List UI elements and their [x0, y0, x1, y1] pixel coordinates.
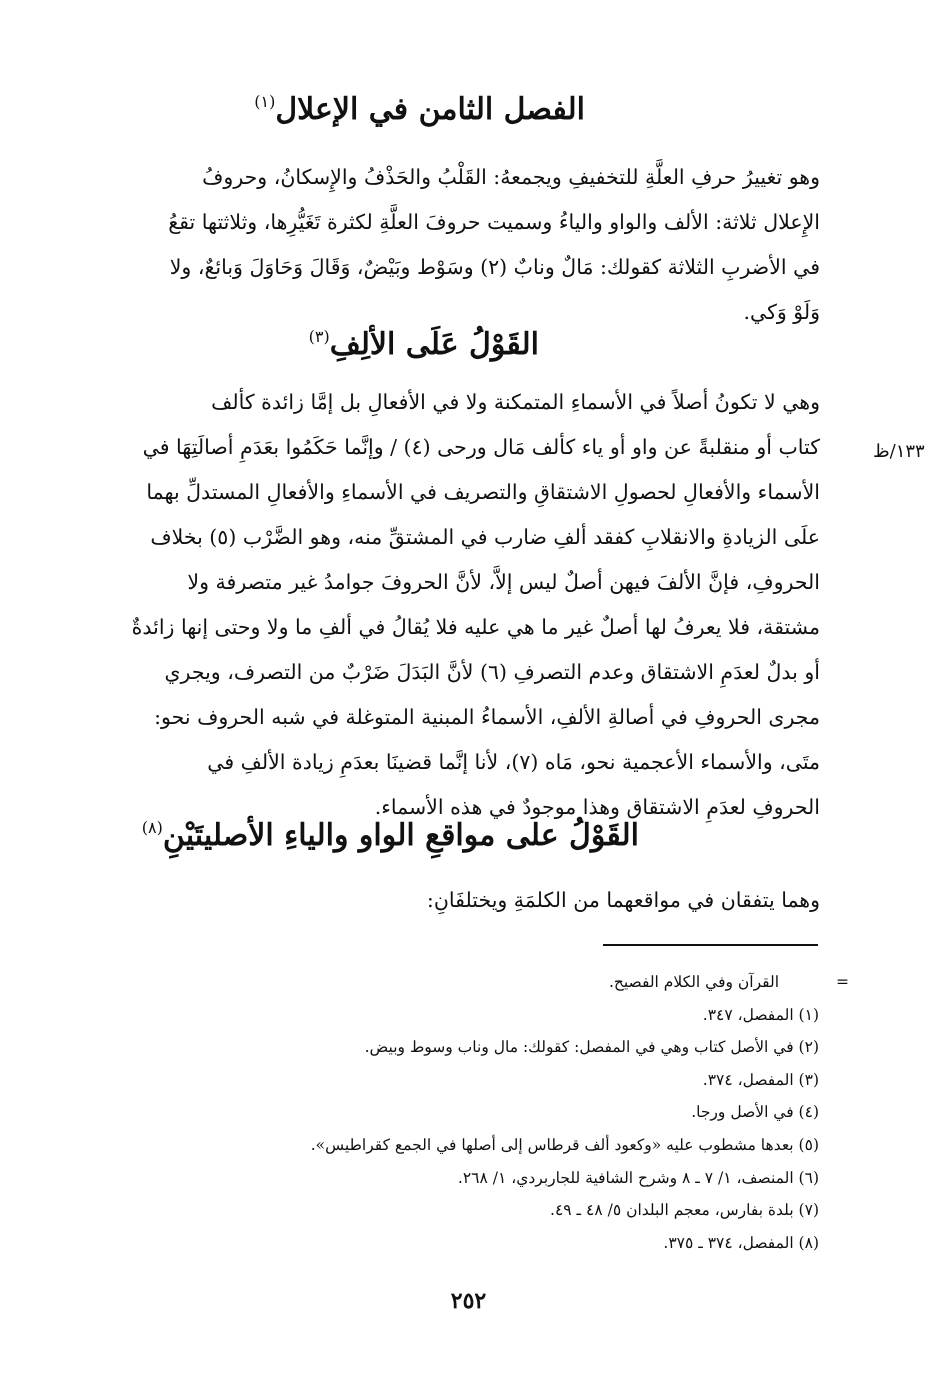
text-line: الحروفِ، فإنَّ الألفَ فيهن أصلٌ ليس إلاَّ، لأنَّ الحروفَ جوامدُ غير متصرفة ولا: [187, 570, 820, 594]
footnote: (٢) في الأصل كتاب وهي في المفصل: كقولك: مال وناب وسوط وبيض.: [364, 1038, 819, 1057]
text-line: مجرى الحروفِ في أصالةِ الألفِ، الأسماءُ المبنية المتوغلة في شبه الحروف نحو:: [154, 705, 820, 729]
text-line: الحروفِ لعدَمِ الاشتقاق وهذا موجودٌ في هذه الأسماء.: [374, 795, 820, 819]
footnote-continuation: [119, 966, 849, 999]
footnote-ref: (١): [254, 92, 276, 111]
text-line: كتاب أو منقلبةً عن واو أو ياء كألف مَال ورحى (٤) / وإنَّما حَكَمُوا بعَدَمِ أصالَتِهَا في: [142, 435, 820, 459]
footnote-ref: (٨): [141, 818, 163, 837]
text-line: وهما يتفقان في مواقعهما من الكلمَةِ ويختلفَانِ:: [426, 888, 820, 912]
manuscript-folio-note: ١٣٣/ظ: [873, 441, 925, 462]
footnote-separator: [603, 944, 818, 946]
chapter-heading: [248, 92, 585, 127]
text-line: وهي لا تكونُ أصلاً في الأسماءِ المتمكنة ولا في الأفعالِ بل إمَّا زائدة كألف: [211, 390, 820, 414]
footnote: (١) المفصل، ٣٤٧.: [702, 1005, 819, 1024]
footnote-text: القرآن وفي الكلام الفصيح.: [608, 973, 779, 991]
footnote: (٥) بعدها مشطوب عليه «وكعود ألف قرطاس إلى أصلها في الجمع كقراطيس».: [310, 1135, 819, 1154]
footnote: (٧) بلدة بفارس، معجم البلدان ٥/ ٤٨ ـ ٤٩.: [550, 1201, 819, 1220]
text-line: الإِعلال ثلاثة: الألف والواو والياءُ وسميت حروفَ العلَّةِ لكثرة تَغَيُّرِها، وثلاثتها تقعُ: [168, 210, 820, 234]
footnotes: [119, 966, 849, 1259]
section-heading-alif: [303, 327, 539, 362]
footnote: (٨) المفصل، ٣٧٤ ـ ٣٧٥.: [663, 1233, 819, 1252]
paragraph-ilal: [115, 155, 820, 335]
text-line: وَلَوْ وَكي.: [743, 300, 820, 324]
text-line: مشتقة، فلا يعرفُ لها أصلٌ غير ما هي عليه فلا يُقالُ في ألفِ ما ولا وحتى إنها زائدةٌ: [131, 615, 820, 639]
footnote-ref: (٣): [308, 327, 330, 346]
chapter-heading-text: الفصل الثامن في الإعلال: [275, 92, 585, 127]
section-heading-text: القَوْلُ على مواقعِ الواو والياءِ الأصليتَيْنِ: [162, 818, 639, 853]
section-heading-text: القَوْلُ عَلَى الألِفِ: [329, 327, 539, 362]
text-line: في الأضربِ الثلاثة كقولك: مَالٌ ونابٌ (٢) وسَوْط وبَيْضٌ، وَقَالَ وَحَاوَلَ وَبائعٌ، ولا: [169, 255, 820, 279]
text-line: الأسماء والأفعالِ لحصولِ الاشتقاقِ والتصريف في الأسماءِ والأفعالِ المستدلِّ بهما: [146, 480, 820, 504]
continuation-mark: =: [836, 973, 849, 991]
text-line: متَى، والأسماء الأعجمية نحو، مَاه (٧)، لأنا إنَّما قضينَا بعدَمِ زيادة الألفِ في: [207, 750, 820, 774]
paragraph-waw-ya: [115, 878, 820, 923]
footnote: (٦) المنصف، ١/ ٧ ـ ٨ وشرح الشافية للجاربردي، ١/ ٢٦٨.: [457, 1168, 819, 1187]
section-heading-waw-ya: [136, 818, 639, 853]
text-line: علَى الزيادةِ والانقلابِ كفقد ألفِ ضارب في المشتقِّ منه، وهو الضَّرْب (٥) بخلاف: [150, 525, 820, 549]
footnote: (٤) في الأصل ورجا.: [691, 1103, 819, 1122]
text-line: أو بدلٌ لعدَمِ الاشتقاق وعدم التصرفِ (٦) لأنَّ البَدَلَ ضَرْبٌ من التصرف، ويجري: [164, 660, 820, 684]
paragraph-alif: [115, 380, 820, 830]
page-number: ٢٥٢: [450, 1288, 487, 1314]
footnote: (٣) المفصل، ٣٧٤.: [702, 1070, 819, 1089]
text-line: وهو تغييرُ حرفِ العلَّةِ للتخفيفِ ويجمعهُ: القَلْبُ والحَذْفُ والإِسكانُ، وحروفُ: [202, 165, 820, 189]
